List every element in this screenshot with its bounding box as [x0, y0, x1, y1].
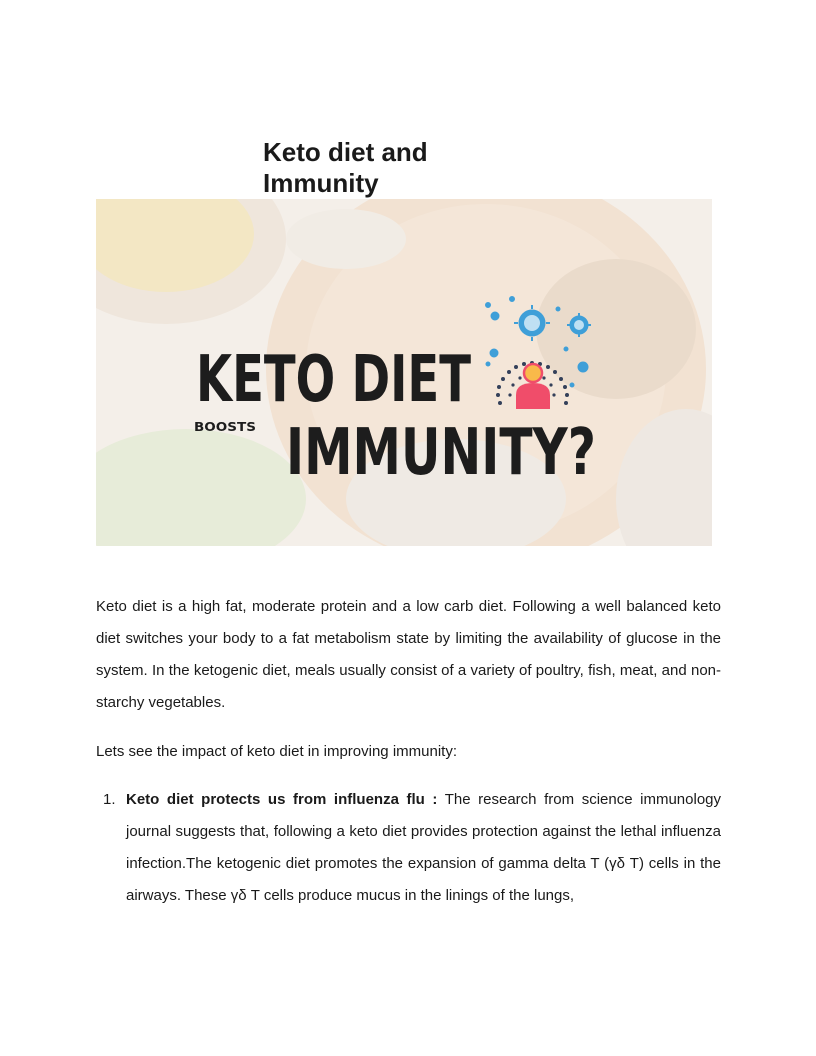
list-item-number: 1.	[103, 791, 116, 808]
list-item-lead: Keto diet protects us from influenza flu :	[126, 791, 438, 808]
list-item-text: The research from science immunology journal suggests that, following a keto diet provides protection against the lethal influenza infection.The ketogenic diet promotes the expansion of gamma delta T (γδ T) cells in the airways. These γδ T cells produce mucus in the linings of the lungs,	[126, 791, 721, 904]
lead-in-paragraph: Lets see the impact of keto diet in improving immunity:	[96, 743, 457, 760]
hero-line1: KETO DIET	[196, 343, 472, 417]
list-item	[96, 784, 721, 912]
benefits-list	[96, 784, 721, 912]
hero-image	[96, 199, 712, 546]
hero-line2: IMMUNITY?	[286, 416, 596, 490]
intro-paragraph: Keto diet is a high fat, moderate protein and a low carb diet. Following a well balanced keto diet switches your body to a fat metabolism state by limiting the availability of glucose in the system. In the ketogenic diet, meals usually consist of a variety of poultry, fish, meat, and non-starchy vegetables.	[96, 598, 721, 711]
hero-boosts: BOOSTS	[194, 420, 256, 434]
page-title: Keto diet and Immunity	[263, 137, 428, 198]
